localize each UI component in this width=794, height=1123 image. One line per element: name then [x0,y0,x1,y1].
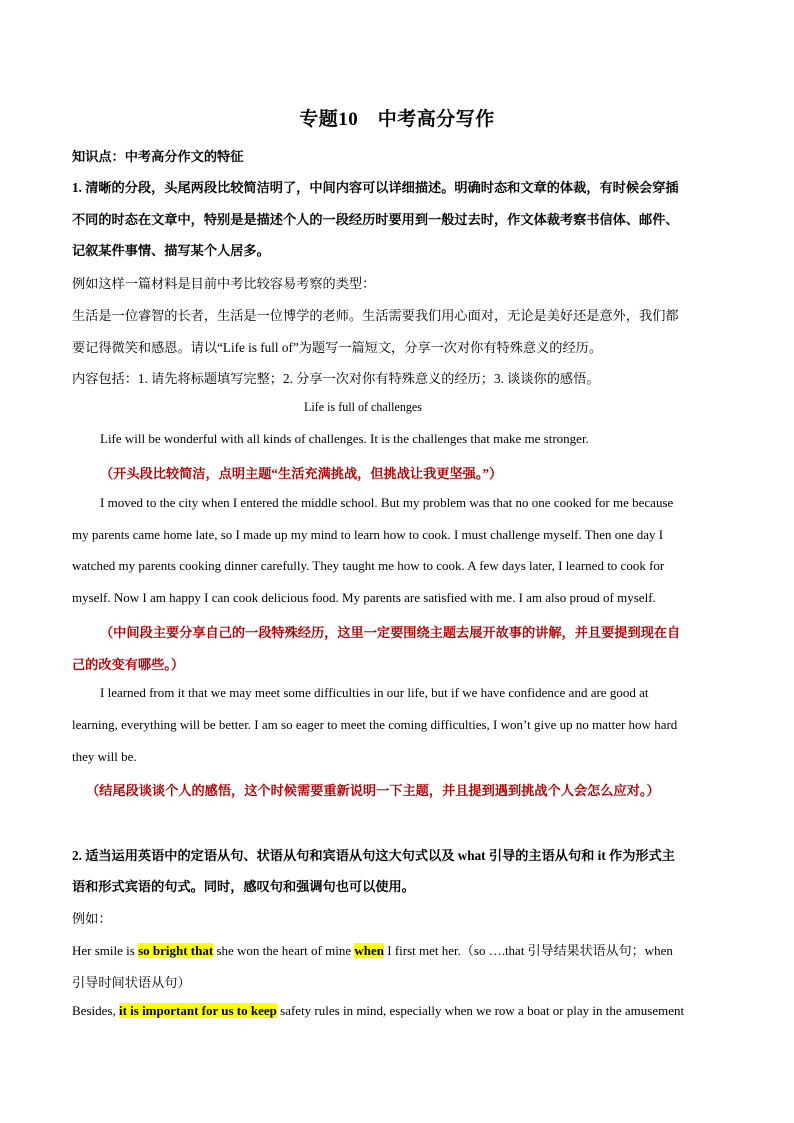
material-line1: 生活是一位睿智的长者，生活是一位博学的老师。生活需要我们用心面对，无论是美好还是意外，我们都 [72,308,679,323]
example-intro: 例如这样一篇材料是目前中考比较容易考察的类型： [72,276,376,291]
example1-line2: 引导时间状语从句） [72,975,191,990]
essay-para1: Life will be wonderful with all kinds of challenges. It is the challenges that make me stronger. [100,431,589,446]
essay-note2-line2: 己的改变有哪些。） [72,657,185,672]
highlight-so-bright-that: so bright that [138,943,214,958]
point2-line1: 2. 适当运用英语中的定语从句、状语从句和宾语从句这大句式以及 what 引导的主语从句和 it 作为形式主 [72,848,675,863]
point1-line3: 记叙某件事情、描写某个人居多。 [72,243,270,258]
essay-para2-line3: watched my parents cooking dinner carefully. They taught me how to cook. A few days later, I learned to cook for [72,558,665,573]
example1-text-mid: she won the heart of mine [213,943,355,958]
example1-line1 [72,940,673,959]
example-label: 例如： [72,911,112,926]
essay-title: Life is full of challenges [304,399,422,414]
essay-note3: （结尾段谈谈个人的感悟，这个时候需要重新说明一下主题，并且提到遇到挑战个人会怎么应对。） [86,783,660,798]
material-line2: 要记得微笑和感恩。请以“Life is full of”为题写一篇短文，分享一次对你有特殊意义的经历。 [72,340,603,355]
essay-para3-line3: they will be. [72,749,137,764]
highlight-when: when [354,943,384,958]
example2-text-post: safety rules in mind, especially when we row a boat or play in the amusement [276,1003,685,1018]
example1-text-post: I first met her.（so ….that 引导结果状语从句；when [383,943,673,958]
content-requirements: 内容包括：1. 请先将标题填写完整；2. 分享一次对你有特殊意义的经历；3. 谈谈你的感悟。 [72,371,600,386]
essay-note2-line1: （中间段主要分享自己的一段特殊经历，这里一定要围绕主题去展开故事的讲解，并且要提到现在自 [100,625,681,640]
example2-line1 [72,1003,684,1019]
essay-para3-line2: learning, everything will be better. I am so eager to meet the coming difficulties, I won’t give up no matter how hard [72,717,678,732]
page-title: 专题10 中考高分写作 [299,109,495,130]
essay-note1: （开头段比较简洁，点明主题“生活充满挑战，但挑战让我更坚强。”） [100,466,503,481]
point1-line1: 1. 清晰的分段，头尾两段比较简洁明了，中间内容可以详细描述。明确时态和文章的体裁，有时候会穿插 [72,180,679,195]
knowledge-point-heading: 知识点：中考高分作文的特征 [72,149,244,164]
essay-para2-line1: I moved to the city when I entered the middle school. But my problem was that no one cooked for me because [100,495,674,510]
highlight-it-is-important: it is important for us to keep [118,1003,277,1018]
essay-para2-line2: my parents came home late, so I made up my mind to learn how to cook. I must challenge myself. Then one day I [72,527,664,542]
essay-para3-line1: I learned from it that we may meet some difficulties in our life, but if we have confidence and are good at [100,685,649,700]
essay-para2-line4: myself. Now I am happy I can cook delicious food. My parents are satisfied with me. I am also proud of myself. [72,590,656,605]
example2-text-pre: Besides, [72,1003,119,1018]
point2-line2: 语和形式宾语的句式。同时，感叹句和强调句也可以使用。 [72,879,415,894]
point1-line2: 不同的时态在文章中，特别是是描述个人的一段经历时要用到一般过去时，作文体裁考察书信体、邮件、 [72,212,679,227]
example1-text-pre: Her smile is [72,943,139,958]
